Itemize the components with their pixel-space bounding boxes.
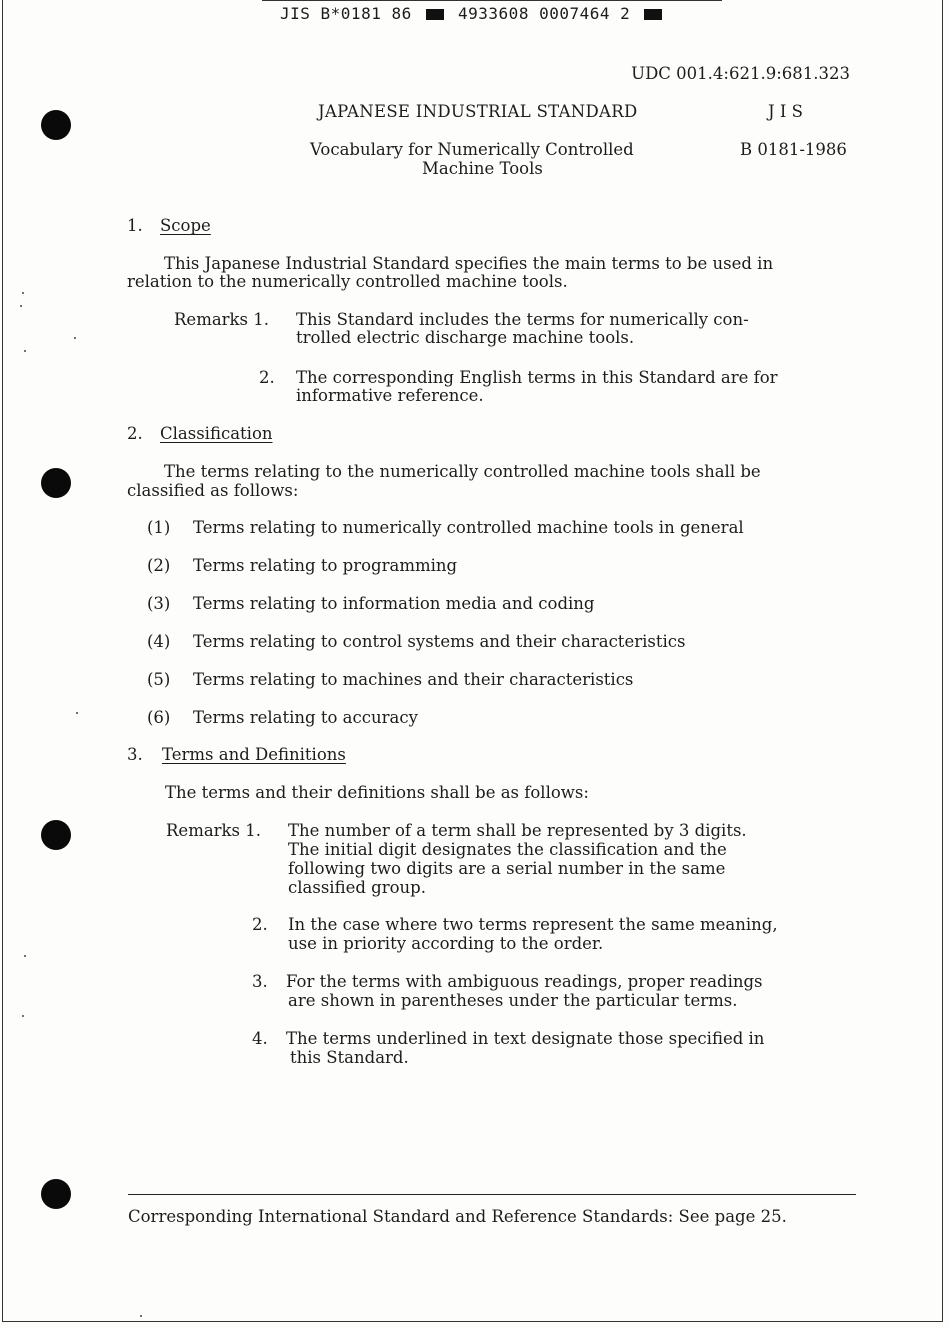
section-1-para-line1: This Japanese Industrial Standard specifies the main terms to be used in: [164, 254, 774, 273]
section-3-para: The terms and their definitions shall be as follows:: [165, 783, 589, 802]
scan-speck: [76, 712, 78, 714]
barcode-block-icon: [644, 9, 662, 20]
section-3-remark-2-number: 2.: [252, 915, 268, 934]
page-border: [2, 0, 943, 1322]
scan-speck: [22, 1015, 24, 1017]
classification-item-text: Terms relating to numerically controlled machine tools in general: [193, 518, 744, 537]
section-3-title: Terms and Definitions: [162, 745, 346, 764]
classification-item-number: (4): [147, 632, 171, 651]
classification-item-text: Terms relating to machines and their characteristics: [193, 670, 634, 689]
section-1-remark-2-line2: informative reference.: [296, 386, 484, 405]
section-1-remark-2-number: 2.: [259, 368, 275, 387]
section-1-remark-1-line1: This Standard includes the terms for numerically con-: [296, 310, 749, 329]
section-3-remark-2-line: In the case where two terms represent the same meaning,: [288, 915, 778, 934]
classification-item-text: Terms relating to information media and coding: [193, 594, 595, 613]
punch-hole-icon: [41, 110, 71, 140]
scan-speck: [20, 305, 22, 307]
section-1-title: Scope: [160, 216, 211, 235]
classification-item-number: (1): [147, 518, 171, 537]
section-1-remarks-label: Remarks 1.: [174, 310, 270, 329]
barcode-block-icon: [426, 9, 444, 20]
section-1-para-line2: relation to the numerically controlled machine tools.: [127, 272, 568, 291]
section-2-title: Classification: [160, 424, 273, 443]
section-3-remark-1-line: classified group.: [288, 878, 426, 897]
section-3-remarks-label: Remarks 1.: [166, 821, 262, 840]
section-2-para-line1: The terms relating to the numerically controlled machine tools shall be: [164, 462, 761, 481]
section-3-remark-3-line: For the terms with ambiguous readings, proper readings: [286, 972, 763, 991]
punch-hole-icon: [41, 468, 71, 498]
classification-item-text: Terms relating to control systems and their characteristics: [193, 632, 686, 651]
scan-speck: [24, 350, 26, 352]
section-2-number: 2.: [127, 424, 143, 443]
standard-title-line2: Machine Tools: [422, 159, 543, 178]
classification-item-number: (3): [147, 594, 171, 613]
section-3-remark-1-line: The number of a term shall be represented by 3 digits.: [288, 821, 747, 840]
section-3-remark-2-line: use in priority according to the order.: [288, 934, 604, 953]
standard-number: B 0181-1986: [740, 140, 847, 159]
section-3-remark-3-line: are shown in parentheses under the particular terms.: [288, 991, 738, 1010]
punch-hole-icon: [41, 820, 71, 850]
section-3-remark-1-line: The initial digit designates the classification and the: [288, 840, 727, 859]
punch-hole-icon: [41, 1179, 71, 1209]
standard-org: JAPANESE INDUSTRIAL STANDARD: [318, 102, 638, 121]
section-1-remark-2-line1: The corresponding English terms in this Standard are for: [296, 368, 778, 387]
scan-speck: [24, 955, 26, 957]
header-rule: [262, 0, 722, 1]
scan-speck: [74, 337, 76, 339]
code-right: 4933608 0007464 2: [458, 4, 631, 23]
section-2-para-line2: classified as follows:: [127, 481, 299, 500]
section-3-number: 3.: [127, 745, 143, 764]
classification-item-number: (2): [147, 556, 171, 575]
document-code-header: [280, 4, 666, 23]
classification-item-number: (6): [147, 708, 171, 727]
section-3-remark-1-line: following two digits are a serial number in the same: [288, 859, 726, 878]
udc-code: UDC 001.4:621.9:681.323: [631, 64, 850, 83]
standard-title-line1: Vocabulary for Numerically Controlled: [310, 140, 634, 159]
classification-item-text: Terms relating to programming: [193, 556, 458, 575]
footer-rule: [128, 1194, 856, 1195]
section-1-number: 1.: [127, 216, 143, 235]
section-3-remark-3-number: 3.: [252, 972, 268, 991]
classification-item-text: Terms relating to accuracy: [193, 708, 418, 727]
section-1-remark-1-line2: trolled electric discharge machine tools.: [296, 328, 635, 347]
footer-note: Corresponding International Standard and Reference Standards: See page 25.: [128, 1207, 787, 1226]
scan-speck: [140, 1315, 142, 1317]
scan-speck: [22, 292, 24, 294]
classification-item-number: (5): [147, 670, 171, 689]
section-3-remark-4-line: The terms underlined in text designate those specified in: [286, 1029, 765, 1048]
standard-abbr: J I S: [768, 102, 803, 121]
code-left: JIS B*0181 86: [280, 4, 412, 23]
section-3-remark-4-line: this Standard.: [290, 1048, 409, 1067]
section-3-remark-4-number: 4.: [252, 1029, 268, 1048]
